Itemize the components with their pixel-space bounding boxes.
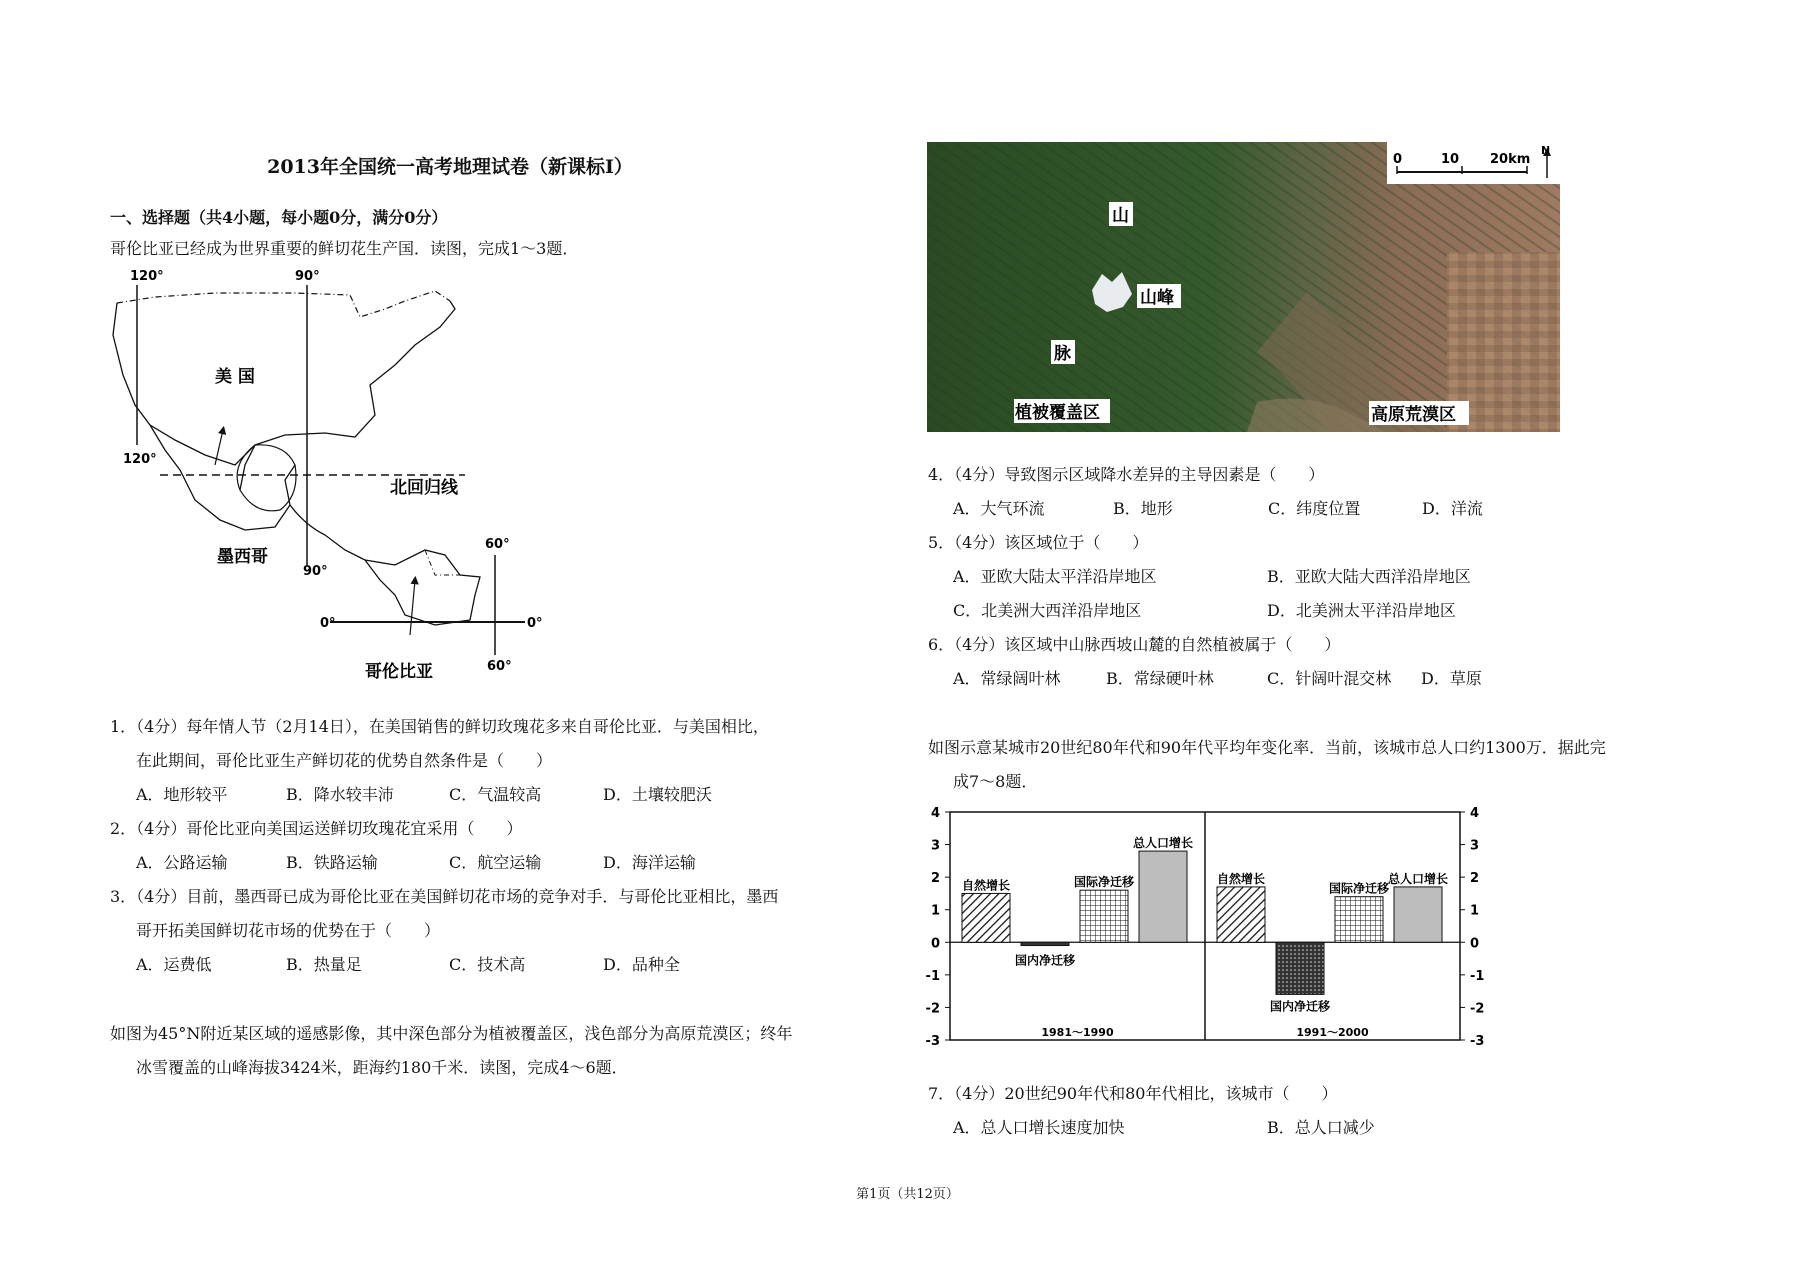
q7-options — [953, 1111, 1375, 1145]
bar-label-2-1: 自然增长 — [1216, 871, 1266, 886]
q3-stem-line2: 哥开拓美国鲜切花市场的优势在于（ ） — [136, 921, 441, 940]
label-0-left: 0° — [320, 616, 336, 631]
q1-option-a[interactable]: A．地形较平 — [136, 785, 228, 804]
q5-option-d[interactable]: D．北美洲太平洋沿岸地区 — [1267, 601, 1456, 620]
q5-stem: 5．（4分）该区域位于（ ） — [928, 533, 1149, 552]
label-120-top: 120° — [130, 269, 164, 284]
panel-period-label-1: 1981～1990 — [1041, 1026, 1114, 1039]
q6-options — [953, 662, 1482, 696]
scale-0: 0 — [1393, 152, 1403, 167]
population-chart — [905, 800, 1505, 1060]
bar-label-2-3: 国际净迁移 — [1328, 881, 1390, 896]
q3-options — [136, 948, 680, 982]
q1-options — [136, 778, 712, 812]
usa-outline — [113, 301, 455, 465]
scale-10: 10 — [1441, 152, 1460, 167]
q2-options — [136, 846, 696, 880]
page-title: 2013年全国统一高考地理试卷（新课标Ⅰ） — [267, 156, 633, 178]
intro-q7-8-line2: 成7～8题． — [953, 772, 1038, 791]
q6-stem: 6．（4分）该区域中山脉西坡山麓的自然植被属于（ ） — [928, 635, 1341, 654]
y-tick-label-right: -1 — [1470, 968, 1485, 984]
intro-q1-3: 哥伦比亚已经成为世界重要的鲜切花生产国．读图，完成1～3题． — [110, 239, 579, 258]
y-tick-label-left: 3 — [930, 838, 940, 854]
q1-option-d[interactable]: D．土壤较肥沃 — [603, 785, 712, 804]
y-tick-label-right: 3 — [1470, 838, 1480, 854]
label-mexico: 墨西哥 — [217, 547, 268, 567]
y-tick-label-left: 1 — [930, 903, 940, 919]
y-tick-label-left: 0 — [930, 936, 940, 952]
bar-1-2 — [1021, 942, 1069, 945]
label-usa: 美 国 — [215, 367, 255, 387]
y-tick-label-left: 2 — [930, 871, 940, 887]
bar-1-1 — [962, 893, 1010, 942]
bar-2-3 — [1335, 897, 1383, 943]
q2-option-d[interactable]: D．海洋运输 — [603, 853, 696, 872]
q6-option-b[interactable]: B．常绿硬叶林 — [1106, 669, 1214, 688]
q7-stem: 7．（4分）20世纪90年代和80年代相比，该城市（ ） — [928, 1084, 1338, 1103]
q3-option-b[interactable]: B．热量足 — [286, 955, 362, 974]
q5-option-a[interactable]: A．亚欧大陆太平洋沿岸地区 — [953, 567, 1157, 586]
q4-stem: 4．（4分）导致图示区域降水差异的主导因素是（ ） — [928, 465, 1325, 484]
q2-option-a[interactable]: A．公路运输 — [136, 853, 228, 872]
label-60-bottom: 60° — [487, 659, 512, 674]
q7-option-b[interactable]: B．总人口减少 — [1267, 1118, 1375, 1137]
label-colombia: 哥伦比亚 — [365, 662, 433, 682]
bar-label-2-2: 国内净迁移 — [1269, 999, 1331, 1014]
q2-option-c[interactable]: C．航空运输 — [449, 853, 542, 872]
bar-2-4 — [1394, 887, 1442, 942]
bar-2-1 — [1217, 887, 1265, 942]
q3-option-a[interactable]: A．运费低 — [136, 955, 212, 974]
label-0-right: 0° — [527, 616, 543, 631]
q3-option-c[interactable]: C．技术高 — [449, 955, 526, 974]
colombia-arrow — [410, 580, 415, 635]
y-tick-label-left: 4 — [930, 806, 940, 821]
y-tick-label-right: 4 — [1470, 806, 1480, 821]
label-90-bottom: 90° — [303, 564, 328, 579]
label-peak: 山峰 — [1140, 288, 1174, 308]
satellite-image — [927, 142, 1560, 432]
intro-q4-6-line1: 如图为45°N附近某区域的遥感影像，其中深色部分为植被覆盖区，浅色部分为高原荒漠区；终年 — [110, 1024, 793, 1043]
label-mountain-1: 山 — [1112, 206, 1129, 226]
y-tick-label-left: -1 — [925, 968, 940, 984]
q3-stem-line1: 3．（4分）目前，墨西哥已成为哥伦比亚在美国鲜切花市场的竞争对手．与哥伦比亚相比，墨西 — [110, 887, 779, 906]
bar-label-1-3: 国际净迁移 — [1073, 875, 1135, 890]
bar-label-1-2: 国内净迁移 — [1014, 953, 1076, 968]
q1-option-c[interactable]: C．气温较高 — [449, 785, 542, 804]
intro-q4-6-line2: 冰雪覆盖的山峰海拔3424米，距海约180千米．读图，完成4～6题． — [136, 1058, 628, 1077]
y-tick-label-right: 1 — [1470, 903, 1480, 919]
q6-option-a[interactable]: A．常绿阔叶林 — [953, 669, 1061, 688]
bar-2-2 — [1276, 942, 1324, 994]
section-heading: 一、选择题（共4小题，每小题0分，满分0分） — [110, 208, 448, 227]
q5-options-row2 — [953, 594, 1456, 628]
border-north — [117, 291, 450, 317]
north-arrow-label: N — [1541, 144, 1551, 157]
q4-option-a[interactable]: A．大气环流 — [953, 499, 1045, 518]
q5-option-c[interactable]: C．北美洲大西洋沿岸地区 — [953, 601, 1142, 620]
page-footer: 第1页（共12页） — [856, 1187, 959, 1202]
colombia-outline — [365, 550, 480, 625]
label-60-top: 60° — [485, 537, 510, 552]
q3-option-d[interactable]: D．品种全 — [603, 955, 680, 974]
q1-stem-line2: 在此期间，哥伦比亚生产鲜切花的优势自然条件是（ ） — [136, 751, 553, 770]
q4-option-c[interactable]: C．纬度位置 — [1268, 499, 1361, 518]
panel-period-label-2: 1991～2000 — [1296, 1026, 1369, 1039]
label-120-left: 120° — [123, 452, 157, 467]
scale-20: 20km — [1490, 152, 1531, 167]
bar-1-3 — [1080, 890, 1128, 942]
q6-option-d[interactable]: D．草原 — [1421, 669, 1482, 688]
label-desert: 高原荒漠区 — [1371, 405, 1456, 425]
y-tick-label-left: -3 — [925, 1034, 940, 1049]
bar-1-4 — [1139, 851, 1187, 942]
q2-option-b[interactable]: B．铁路运输 — [286, 853, 378, 872]
mexico-outline — [150, 425, 295, 530]
q5-options-row1 — [953, 560, 1471, 594]
bar-label-1-4: 总人口增长 — [1132, 836, 1194, 851]
q5-option-b[interactable]: B．亚欧大陆大西洋沿岸地区 — [1267, 567, 1471, 586]
americas-map — [95, 265, 575, 695]
y-tick-label-right: -2 — [1470, 1001, 1485, 1017]
q4-options — [953, 492, 1483, 526]
y-tick-label-right: 2 — [1470, 871, 1480, 887]
y-tick-label-right: -3 — [1470, 1034, 1485, 1049]
label-tropic: 北回归线 — [390, 478, 458, 498]
q4-option-b[interactable]: B．地形 — [1113, 499, 1173, 518]
y-tick-label-right: 0 — [1470, 936, 1480, 952]
label-mountain-2: 脉 — [1054, 344, 1071, 364]
label-90-top: 90° — [295, 269, 320, 284]
intro-q7-8-line1: 如图示意某城市20世纪80年代和90年代平均年变化率．当前，该城市总人口约1300万．据此完 — [928, 738, 1606, 757]
y-tick-label-left: -2 — [925, 1001, 940, 1017]
bar-label-1-1: 自然增长 — [961, 878, 1011, 893]
bar-label-2-4: 总人口增长 — [1387, 871, 1449, 886]
q1-stem-line1: 1．（4分）每年情人节（2月14日），在美国销售的鲜切玫瑰花多来自哥伦比亚．与美国相比， — [110, 717, 769, 736]
q4-option-d[interactable]: D．洋流 — [1422, 499, 1483, 518]
q1-option-b[interactable]: B．降水较丰沛 — [286, 785, 394, 804]
q7-option-a[interactable]: A．总人口增长速度加快 — [953, 1118, 1125, 1137]
q2-stem: 2．（4分）哥伦比亚向美国运送鲜切玫瑰花宜采用（ ） — [110, 819, 523, 838]
q6-option-c[interactable]: C．针阔叶混交林 — [1267, 669, 1392, 688]
label-vegetation: 植被覆盖区 — [1015, 403, 1100, 423]
